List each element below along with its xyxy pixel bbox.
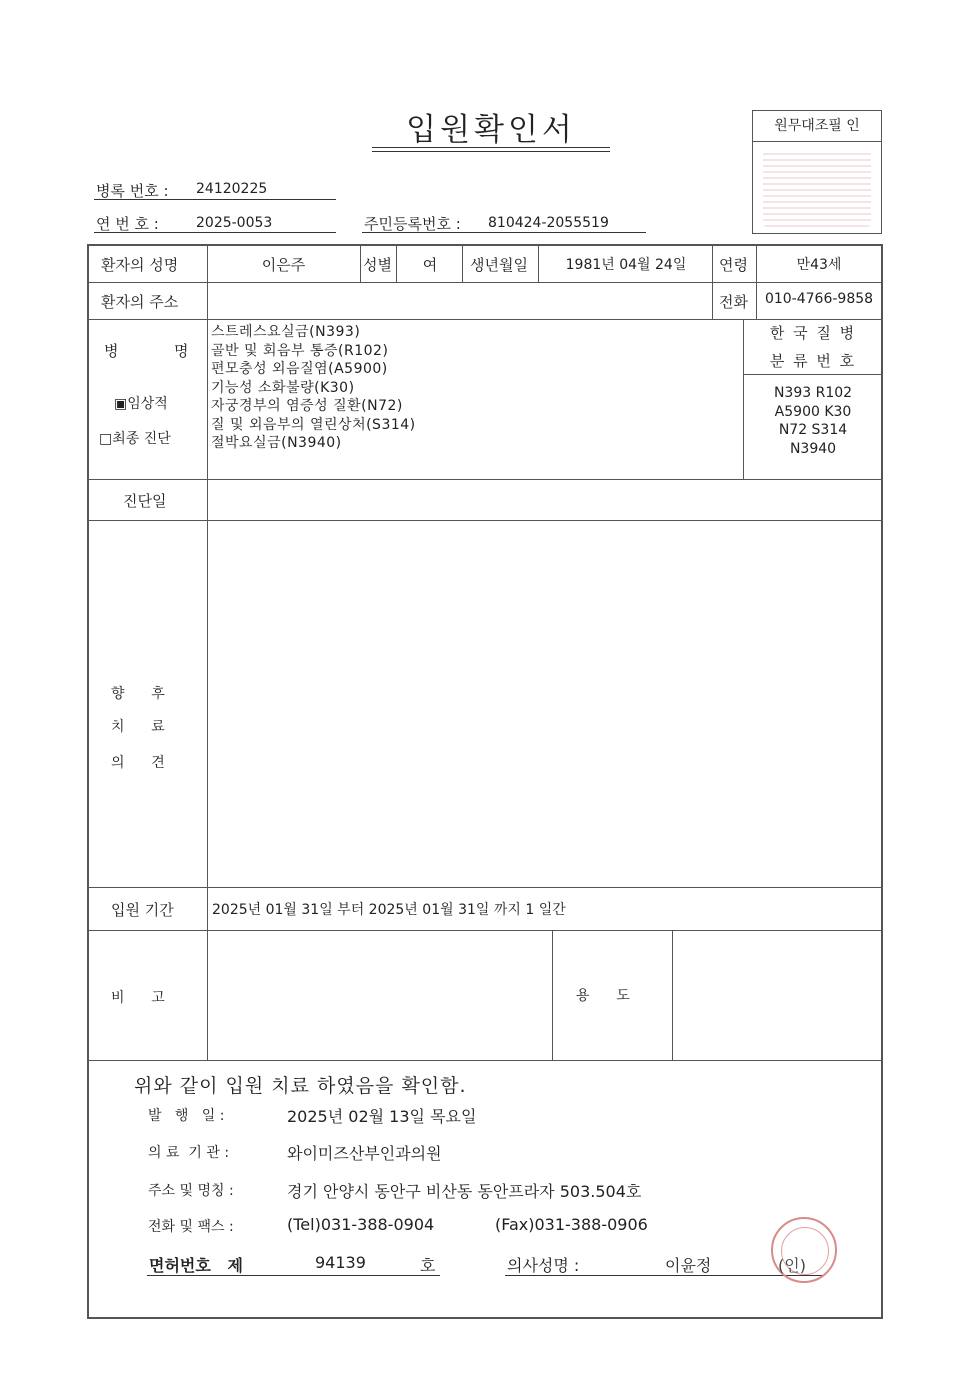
serial-underline <box>94 232 336 233</box>
admission-period-label: 입원 기간 <box>111 901 174 919</box>
kcd-label-2: 분 류 번 호 <box>769 352 857 370</box>
diagnosis-item: 스트레스요실금(N393) <box>211 324 361 340</box>
serial-number-label: 연 번 호 : <box>96 215 159 233</box>
institution-address: 경기 안양시 동안구 비산동 동안프라자 503.504호 <box>287 1182 642 1201</box>
clinical-checkbox[interactable]: ▣임상적 <box>114 396 168 412</box>
final-checkbox[interactable]: □최종 진단 <box>99 431 171 447</box>
patient-name-label: 환자의 성명 <box>101 256 179 274</box>
doctor-label: 의사성명 : <box>507 1256 580 1275</box>
sex-label: 성별 <box>363 256 392 274</box>
sex-value: 여 <box>422 256 438 274</box>
diagnosis-label-2: 명 <box>174 342 189 360</box>
doctor-name: 이윤정 <box>665 1256 712 1275</box>
kcd-code-line: N72 S314 <box>778 422 848 438</box>
institution-label: 의 료 기 관 : <box>148 1145 230 1161</box>
kcd-code-line: N393 R102 <box>773 385 853 401</box>
tel-number: (Tel)031-388-0904 <box>287 1215 435 1234</box>
kcd-code-line: N3940 <box>789 440 837 457</box>
rrn-value: 810424-2055519 <box>488 215 609 231</box>
diagnosis-item: 편모충성 외음질염(A5900) <box>211 361 388 377</box>
record-number: 24120225 <box>196 181 268 197</box>
institution-address-label: 주소 및 명칭 : <box>148 1183 234 1199</box>
phone-value: 010-4766-9858 <box>764 291 874 307</box>
rrn-underline <box>362 232 646 233</box>
diagnosis-item: 골반 및 회음부 통증(R102) <box>211 342 389 359</box>
diagnosis-item: 자궁경부의 염증성 질환(N72) <box>211 398 403 414</box>
patient-name: 이은주 <box>261 256 306 274</box>
license-suffix: 호 <box>420 1256 436 1275</box>
record-underline <box>94 199 336 200</box>
opinion-label-2: 치 료 <box>111 719 165 735</box>
license-label: 면허번호 제 <box>149 1256 243 1275</box>
institution-name: 와이미즈산부인과의원 <box>287 1144 442 1163</box>
tel-fax-label: 전화 및 팩스 : <box>148 1219 234 1235</box>
license-number: 94139 <box>315 1253 366 1272</box>
opinion-label-3: 의 견 <box>111 755 165 771</box>
rrn-label: 주민등록번호 : <box>364 215 461 233</box>
title-underline <box>372 147 610 148</box>
issue-date-label: 발 행 일 : <box>148 1108 225 1124</box>
age-label: 연령 <box>719 256 748 274</box>
diagnosis-item: 절박요실금(N3940) <box>211 435 342 451</box>
stamp-label: 원무대조필 인 <box>753 111 881 142</box>
record-number-label: 병록 번호 : <box>96 182 169 200</box>
kcd-codes <box>744 384 882 458</box>
diagnosis-item: 기능성 소화불량(K30) <box>211 379 355 396</box>
address-label: 환자의 주소 <box>101 293 179 311</box>
diagnosis-list <box>211 323 416 453</box>
issue-date: 2025년 02월 13일 목요일 <box>287 1107 477 1126</box>
purpose-label: 용 도 <box>576 988 630 1004</box>
diagnosis-item: 질 및 외음부의 열린상처(S314) <box>211 416 416 433</box>
title-underline-2 <box>372 151 610 152</box>
verification-stamp-box <box>752 110 882 234</box>
phone-label: 전화 <box>719 293 748 311</box>
license-underline <box>147 1275 440 1276</box>
kcd-label-1: 한 국 질 병 <box>769 324 857 342</box>
admission-period-value: 2025년 01월 31일 부터 2025년 01월 31일 까지 1 일간 <box>212 902 566 918</box>
doctor-underline <box>505 1275 823 1276</box>
serial-number: 2025-0053 <box>196 215 273 231</box>
diagnosis-date-label: 진단일 <box>123 492 167 510</box>
age-value: 만43세 <box>796 257 842 273</box>
stamp-mark <box>763 151 871 227</box>
kcd-code-line: A5900 K30 <box>774 403 852 420</box>
seal-mark: (인) <box>778 1256 806 1275</box>
document-title: 입원확인서 <box>406 112 576 148</box>
dob-label: 생년월일 <box>470 256 528 274</box>
diagnosis-label-1: 병 <box>104 342 119 360</box>
opinion-label-1: 향 후 <box>111 686 165 702</box>
dob-value: 1981년 04월 24일 <box>565 257 687 273</box>
remarks-label: 비 고 <box>111 990 165 1006</box>
confirmation-statement: 위와 같이 입원 치료 하였음을 확인함. <box>134 1075 467 1097</box>
fax-number: (Fax)031-388-0906 <box>495 1215 648 1234</box>
